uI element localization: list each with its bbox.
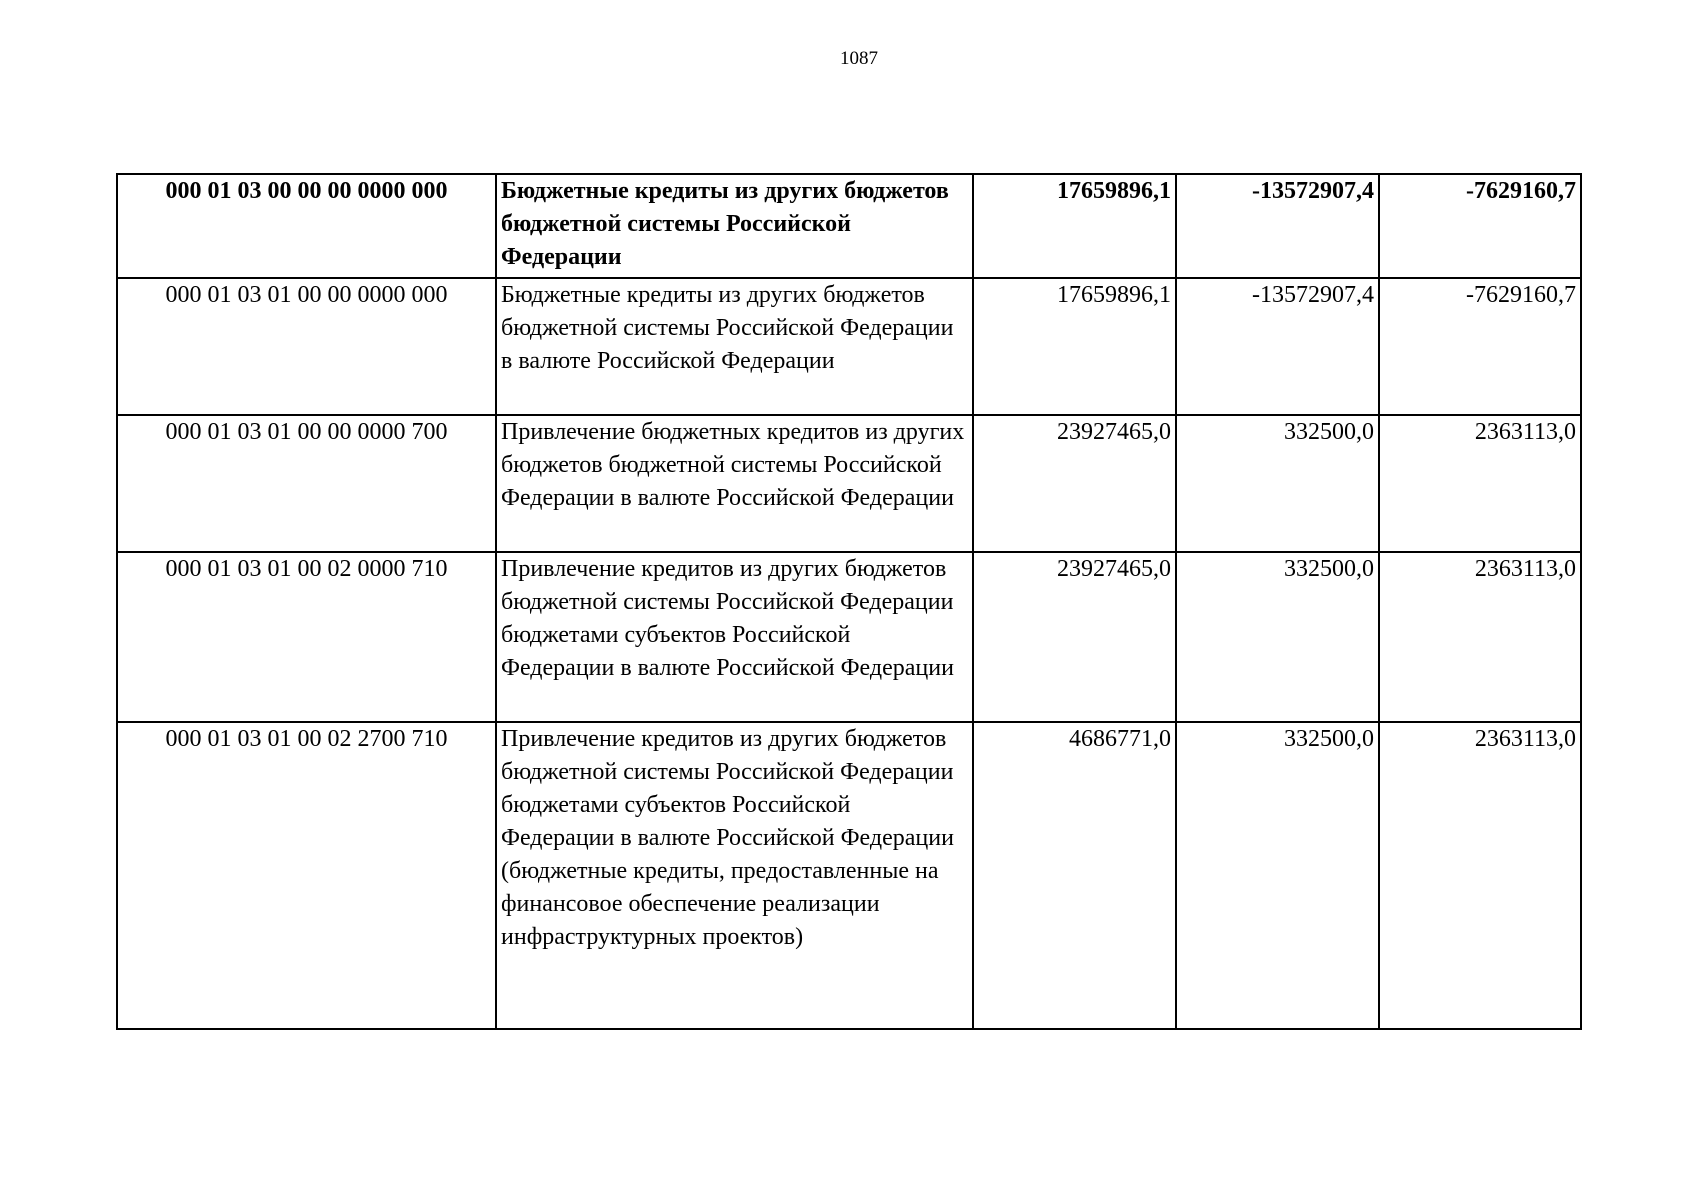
- budget-code: 000 01 03 01 00 02 2700 710: [117, 722, 496, 1029]
- value-col-2: -13572907,4: [1176, 278, 1379, 415]
- value-col-3: 2363113,0: [1379, 415, 1581, 552]
- page-number: 1087: [840, 48, 878, 69]
- budget-sources-table: [116, 173, 1582, 1030]
- value-col-2: -13572907,4: [1176, 174, 1379, 278]
- value-col-2: 332500,0: [1176, 552, 1379, 722]
- item-name: Бюджетные кредиты из других бюджетов бюджетной системы Российской Федерации: [496, 174, 973, 278]
- budget-code: 000 01 03 00 00 00 0000 000: [117, 174, 496, 278]
- table-row: [117, 278, 1581, 415]
- value-col-2: 332500,0: [1176, 722, 1379, 1029]
- table-row: [117, 552, 1581, 722]
- value-col-1: 4686771,0: [973, 722, 1176, 1029]
- value-col-1: 23927465,0: [973, 552, 1176, 722]
- value-col-1: 17659896,1: [973, 174, 1176, 278]
- item-name: Привлечение кредитов из других бюджетов бюджетной системы Российской Федерации бюджетами субъектов Российской Федерации в валюте Российской Федерации: [496, 552, 973, 722]
- value-col-2: 332500,0: [1176, 415, 1379, 552]
- table-row: [117, 174, 1581, 278]
- value-col-1: 17659896,1: [973, 278, 1176, 415]
- value-col-3: -7629160,7: [1379, 278, 1581, 415]
- value-col-3: 2363113,0: [1379, 552, 1581, 722]
- item-name: Бюджетные кредиты из других бюджетов бюджетной системы Российской Федерации в валюте Российской Федерации: [496, 278, 973, 415]
- budget-code: 000 01 03 01 00 00 0000 000: [117, 278, 496, 415]
- item-name: Привлечение кредитов из других бюджетов бюджетной системы Российской Федерации бюджетами субъектов Российской Федерации в валюте Российской Федерации (бюджетные кредиты, предоставленные на финансовое обеспечение реализации инфраструктурных проектов): [496, 722, 973, 1029]
- item-name: Привлечение бюджетных кредитов из других бюджетов бюджетной системы Российской Федерации в валюте Российской Федерации: [496, 415, 973, 552]
- value-col-3: -7629160,7: [1379, 174, 1581, 278]
- budget-code: 000 01 03 01 00 02 0000 710: [117, 552, 496, 722]
- value-col-3: 2363113,0: [1379, 722, 1581, 1029]
- table-row: [117, 415, 1581, 552]
- value-col-1: 23927465,0: [973, 415, 1176, 552]
- budget-code: 000 01 03 01 00 00 0000 700: [117, 415, 496, 552]
- table-row: [117, 722, 1581, 1029]
